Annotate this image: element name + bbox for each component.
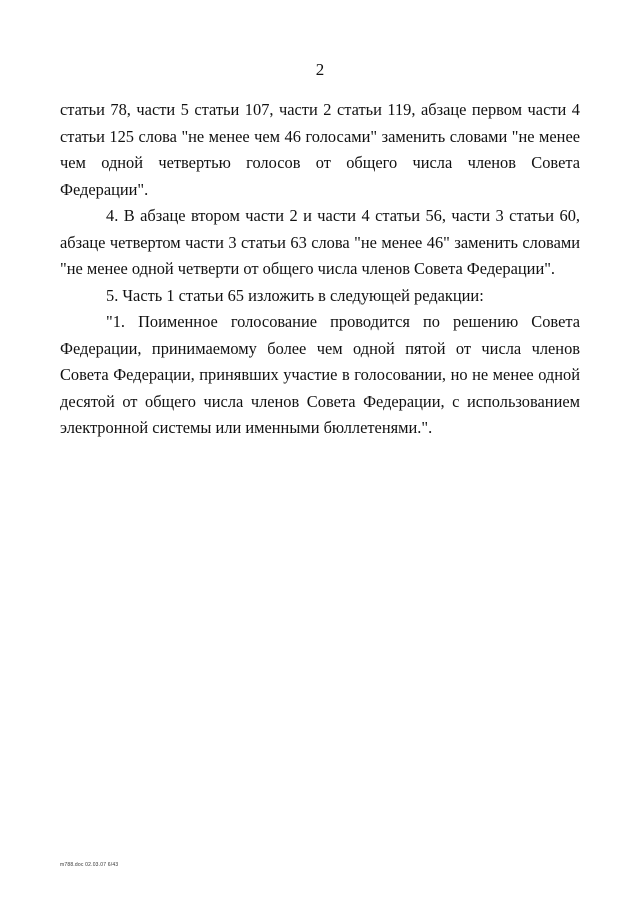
paragraph-item-5: 5. Часть 1 статьи 65 изложить в следующей редакции:	[106, 285, 484, 305]
paragraph-item-4: 4. В абзаце втором части 2 и части 4 статьи 56, части 3 статьи 60, абзаце четвертом части 3 статьи 63 слова "не менее 46" заменить словами "не менее одной четверти от общего числа членов Совета Федерации".	[60, 206, 580, 278]
paragraph-continuation: статьи 78, части 5 статьи 107, части 2 статьи 119, абзаце первом части 4 статьи 125 слова "не менее чем 46 голосами" заменить словами "не менее чем одной четвертью голосов от общего числа членов Совета Федерации".	[60, 100, 580, 199]
page-number: 2	[315, 60, 325, 79]
footer-file-code: m788.doc 02.03.07 6/43	[60, 862, 119, 868]
document-body	[60, 97, 580, 442]
paragraph-quoted-text: "1. Поименное голосование проводится по решению Совета Федерации, принимаемому более чем одной пятой от числа членов Совета Федерации, принявших участие в голосовании, но не менее одной десятой от общего числа членов Совета Федерации, с использованием электронной системы или именными бюллетенями.".	[60, 312, 580, 437]
